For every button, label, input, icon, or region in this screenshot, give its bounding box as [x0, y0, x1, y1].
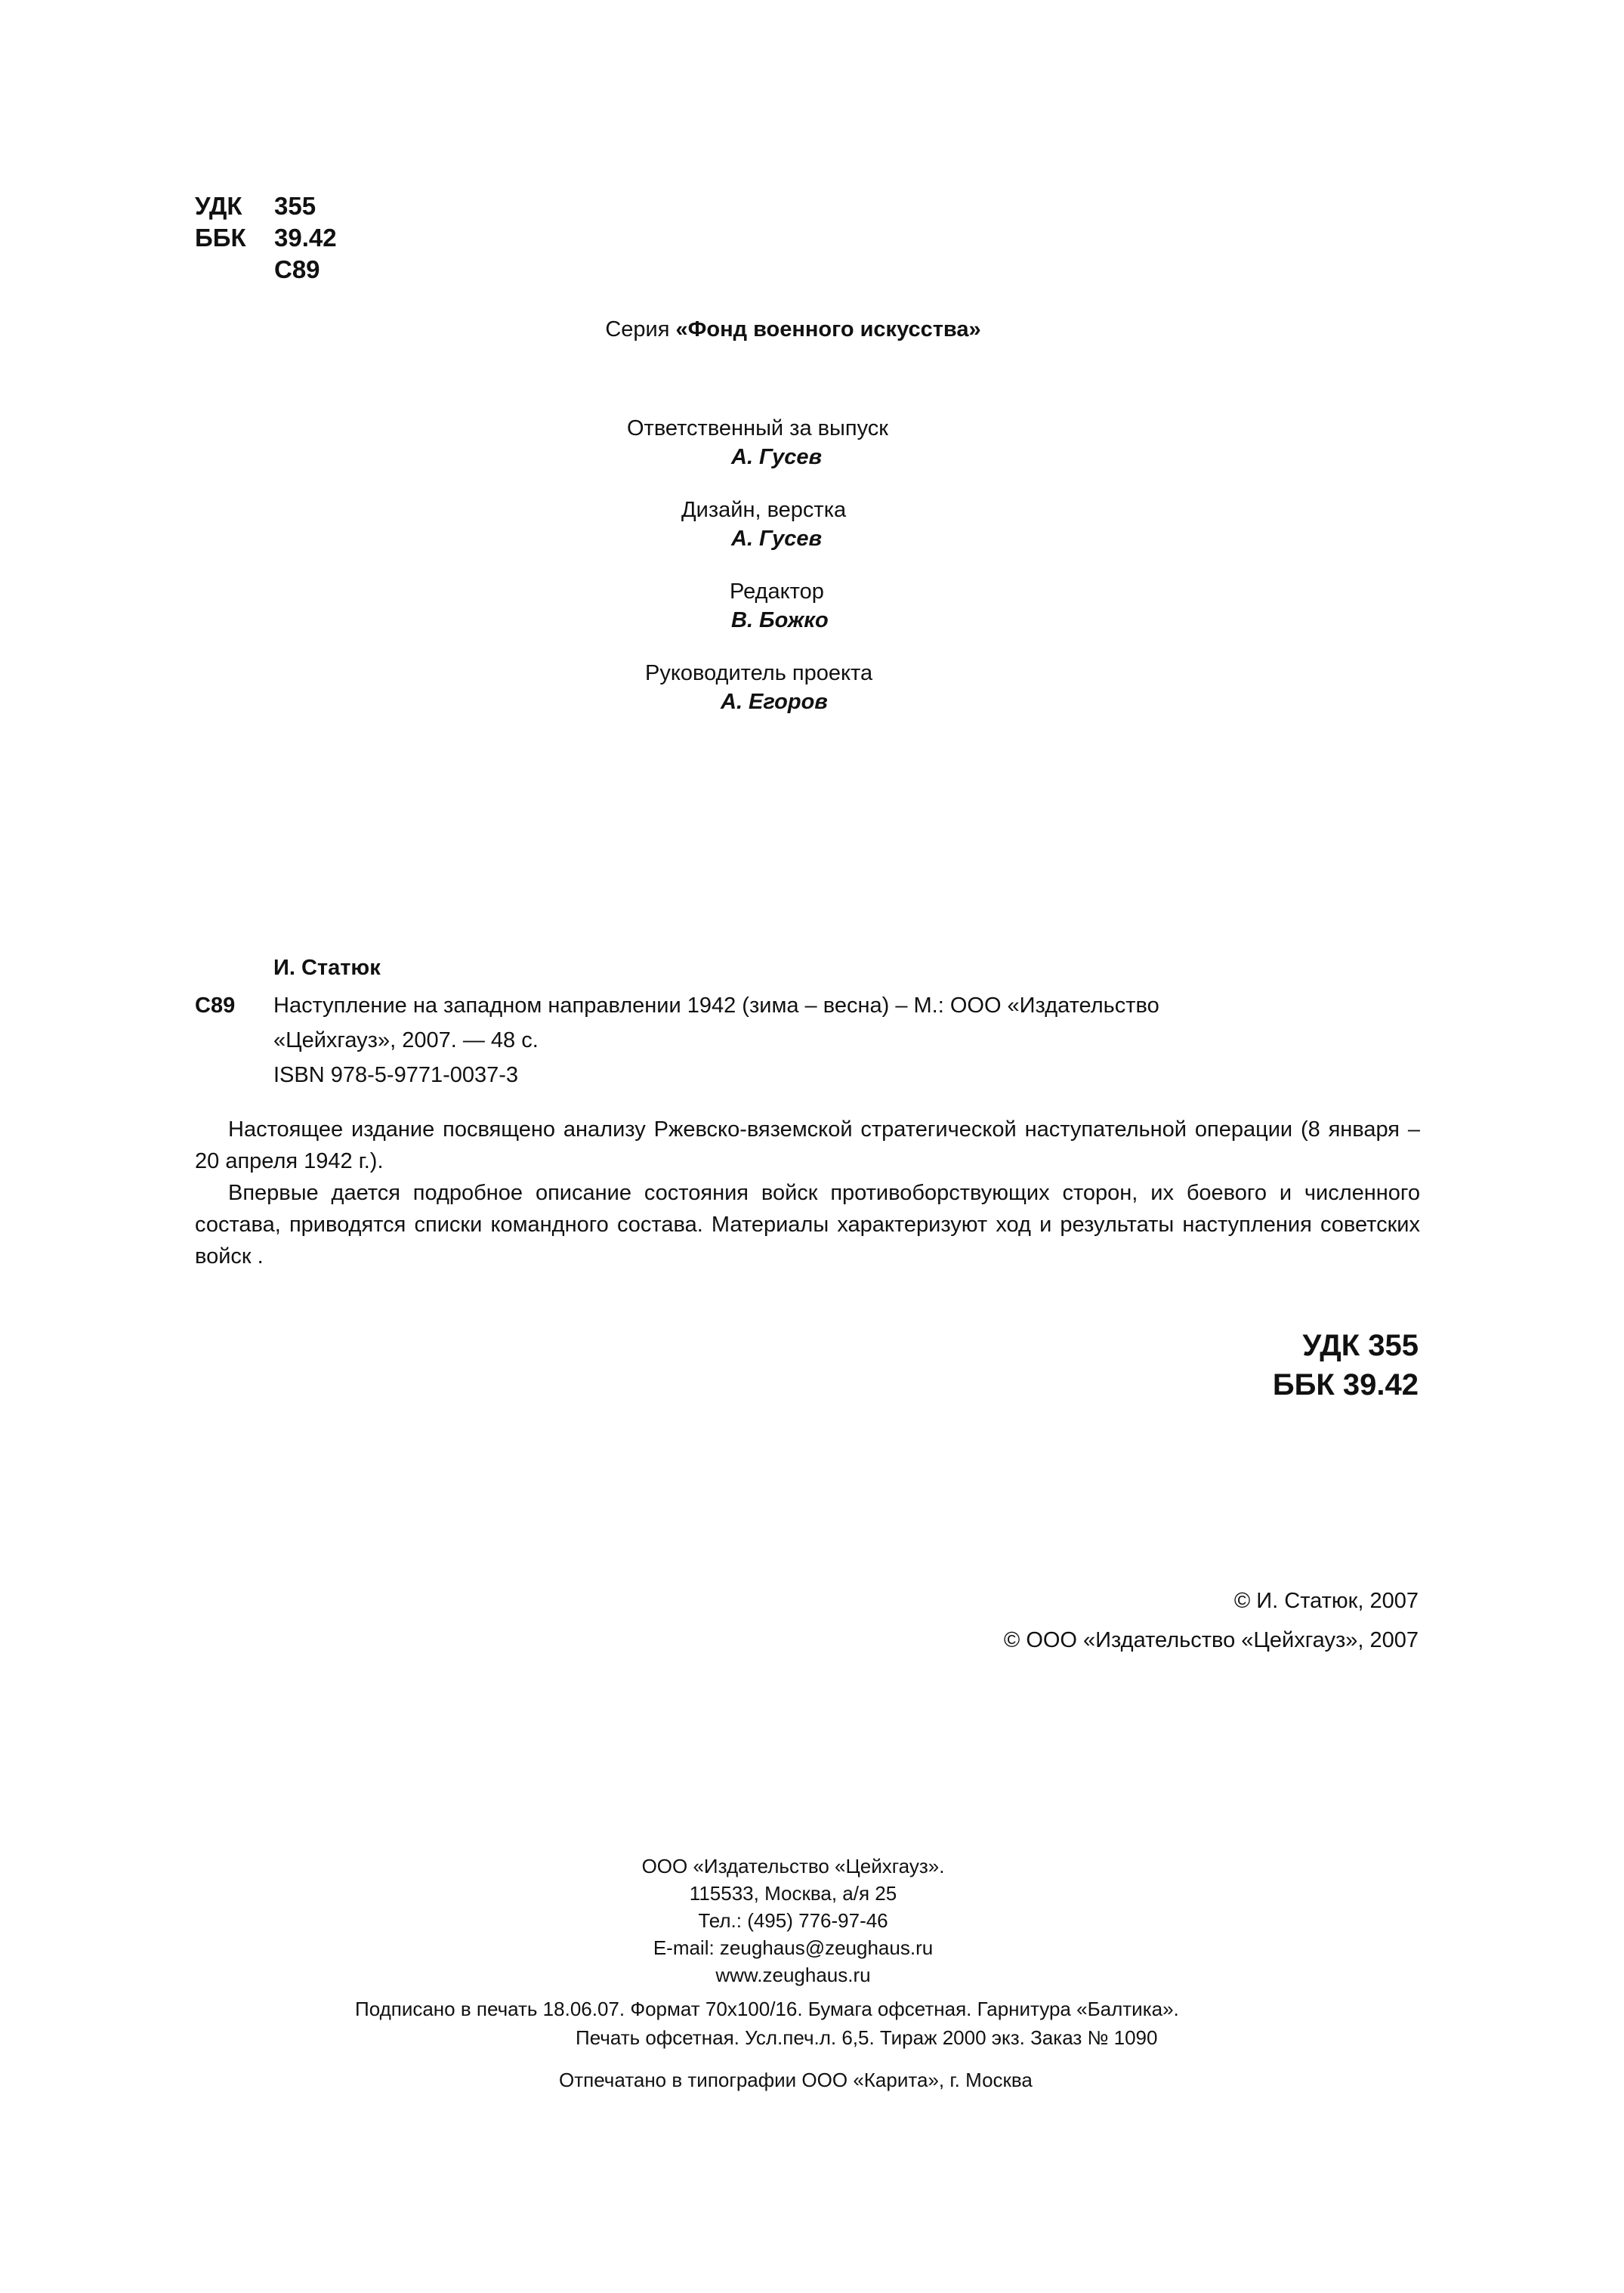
copyright-author: © И. Статюк, 2007 — [1233, 1589, 1419, 1613]
classification-value: С89 — [274, 255, 320, 283]
bib-description — [273, 991, 1419, 1096]
series-name: «Фонд военного искусства» — [675, 317, 981, 341]
classification-key: ББК — [195, 224, 246, 252]
credit-role: Ответственный за выпуск — [627, 416, 888, 440]
annotation-paragraph: Впервые дается подробное описание состояния войск противоборствующих сторон, их боевого и численного состава, приводятся списки командного состава. Материалы характеризуют ход и результаты наступления советских войск . — [195, 1181, 1420, 1269]
publisher-email: E-mail: zeughaus@zeughaus.ru — [653, 1936, 934, 1959]
credits-block — [627, 414, 959, 740]
credit-person: А. Гусев — [731, 527, 823, 551]
credit-person: А. Гусев — [731, 445, 823, 469]
credit-role: Редактор — [730, 579, 824, 604]
copyright-block — [1004, 1581, 1419, 1660]
credit-role: Дизайн, верстка — [681, 498, 847, 522]
bib-isbn-line: ISBN 978-5-9771-0037-3 — [273, 1063, 519, 1087]
classification-right — [1273, 1326, 1419, 1405]
bib-author-sign: С89 — [195, 994, 236, 1018]
bib-publisher-line: «Цейхгауз», 2007. — 48 с. — [273, 1028, 539, 1052]
classification-row-udk — [195, 190, 337, 222]
classification-key — [195, 254, 274, 286]
classification-row-bbk — [195, 222, 337, 254]
annotation — [195, 1114, 1420, 1272]
classification-block — [195, 190, 337, 286]
print-details — [355, 1995, 1179, 2052]
credit-item — [627, 577, 959, 635]
publisher-phone: Тел.: (495) 776-97-46 — [698, 1909, 888, 1932]
udk-code: УДК 355 — [1302, 1329, 1419, 1362]
classification-key: УДК — [195, 192, 242, 220]
classification-value: 39.42 — [274, 224, 337, 252]
printing-house: Отпечатано в типографии ООО «Карита», г. Москва — [559, 2069, 1033, 2091]
series-line — [0, 317, 1586, 342]
bbk-code: ББК 39.42 — [1272, 1368, 1419, 1401]
credit-item — [627, 496, 959, 553]
classification-row-author-sign — [195, 254, 337, 286]
credit-person: А. Егоров — [721, 690, 828, 714]
copyright-publisher: © ООО «Издательство «Цейхгауз», 2007 — [1003, 1628, 1419, 1652]
credit-person: В. Божко — [731, 608, 829, 632]
credit-item — [627, 659, 959, 716]
imprint-block — [0, 1853, 1586, 1989]
print-run-line: Печать офсетная. Усл.печ.л. 6,5. Тираж 2000 экз. Заказ № 1090 — [576, 2026, 1158, 2049]
publisher-address: 115533, Москва, а/я 25 — [689, 1882, 897, 1905]
annotation-paragraph: Настоящее издание посвящено анализу Ржевско-вяземской стратегической наступательной операции (8 января – 20 апреля 1942 г.). — [195, 1117, 1420, 1173]
series-prefix: Серия — [605, 317, 676, 341]
bib-row — [195, 991, 1419, 1096]
signed-line: Подписано в печать 18.06.07. Формат 70х100/16. Бумага офсетная. Гарнитура «Балтика». — [355, 1998, 1179, 2020]
bib-author: И. Статюк — [273, 956, 381, 980]
credit-role: Руководитель проекта — [645, 661, 873, 685]
publisher-name: ООО «Издательство «Цейхгауз». — [641, 1855, 945, 1877]
credit-item — [627, 414, 959, 471]
publisher-website: www.zeughaus.ru — [715, 1964, 871, 1986]
classification-value: 355 — [274, 192, 316, 220]
bib-title-line: Наступление на западном направлении 1942 (зима – весна) – М.: ООО «Издательство — [273, 994, 1159, 1018]
bibliographic-record — [195, 953, 1419, 1096]
